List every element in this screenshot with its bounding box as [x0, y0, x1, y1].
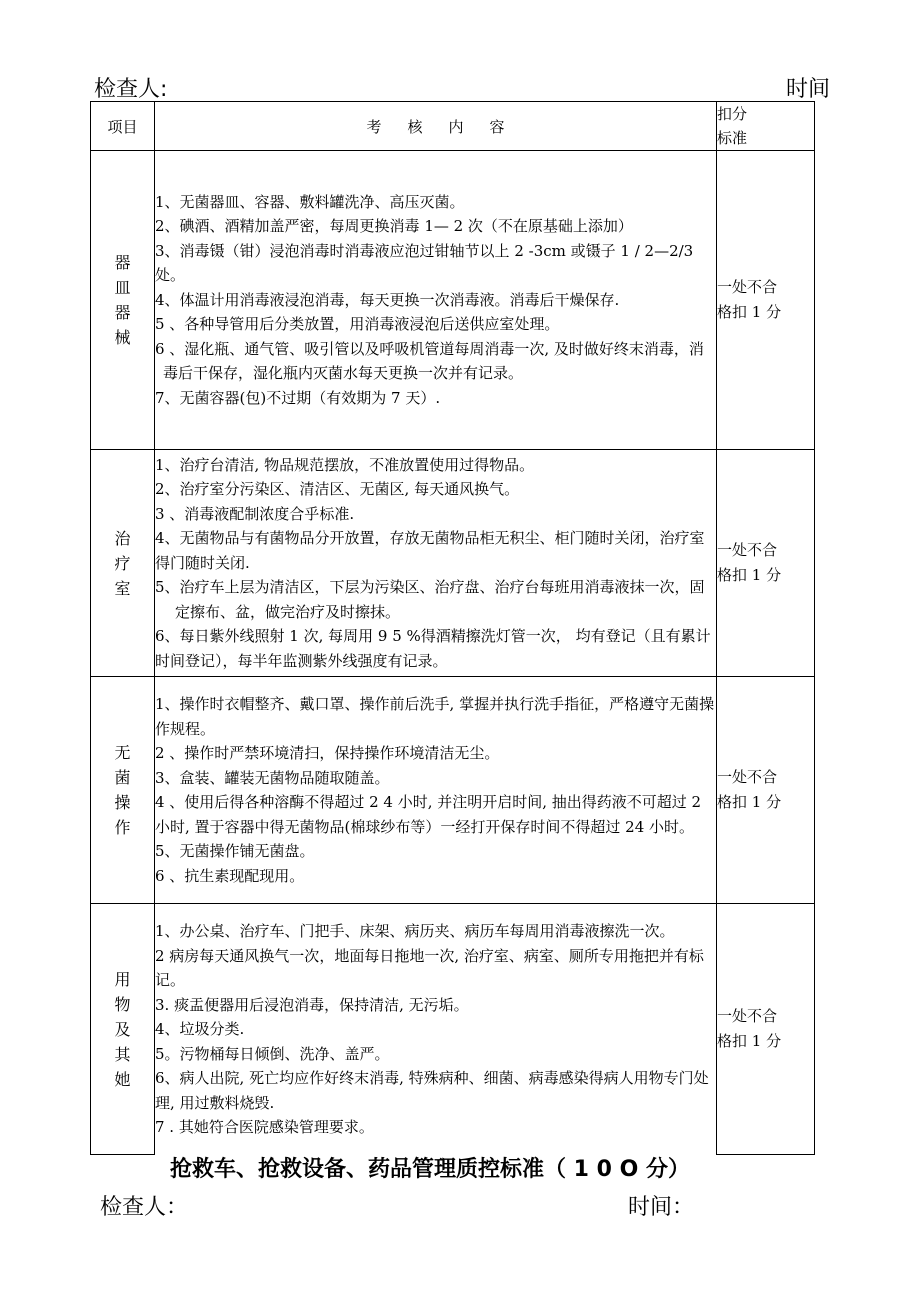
category-cell [91, 677, 155, 904]
list-item: 6 、抗生素现配现用。 [155, 866, 305, 885]
header-deduct-line-2: 标准 [717, 129, 748, 147]
list-item: 6 、湿化瓶、通气管、吸引管以及呼吸机管道每周消毒一次, 及时做好终末消毒，消毒后干保存，湿化瓶内灭菌水每天更换一次并有记录。 [155, 339, 704, 383]
content-cell [155, 450, 717, 677]
deduct-line: 一处不合 [717, 541, 778, 559]
category-char: 械 [114, 328, 131, 347]
table-row [91, 450, 815, 677]
category-char: 器 [114, 303, 131, 322]
footer-inspector-line [100, 1190, 720, 1224]
list-item: 4 、使用后得各种溶酶不得超过 2 4 小时, 并注明开启时间, 抽出得药液不可超过 2 小时, 置于容器中得无菌物品(棉球纱布等）一经打开保存时间不得超过 24 小时。 [155, 793, 702, 836]
deduct-line: 格扣 1 分 [717, 303, 782, 321]
list-item: 4、垃圾分类. [155, 1020, 245, 1038]
category-char: 用 [114, 969, 131, 989]
list-item: 3、消毒镊（钳）浸泡消毒时消毒液应泡过钳轴节以上 2 -3cm 或镊子 1 / 2—2/3 处。 [155, 241, 694, 285]
list-item: 1、无菌器皿、容器、敷料罐洗净、高压灭菌。 [155, 192, 465, 211]
list-item: 2、碘酒、酒精加盖严密，每周更换消毒 1— 2 次（不在原基础上添加） [155, 217, 633, 236]
standards-table [90, 101, 815, 1155]
deduct-line: 格扣 1 分 [717, 1032, 782, 1050]
list-item: 5 、各种导管用后分类放置，用消毒液浸泡后送供应室处理。 [155, 315, 560, 334]
deduct-line: 格扣 1 分 [717, 793, 782, 811]
list-item: 5、治疗车上层为清洁区，下层为污染区、治疗盘、治疗台每班用消毒液抹一次，固定擦布、盆，做完治疗及时擦抹。 [155, 578, 705, 621]
category-char: 皿 [114, 278, 131, 297]
list-item: 6、病人出院, 死亡均应作好终末消毒, 特殊病种、细菌、病毒感染得病人用物专门处理, 用过敷料烧毁. [155, 1069, 709, 1112]
footer-inspector-label: 检查人： [100, 1195, 189, 1220]
next-section-title: 抢救车、抢救设备、药品管理质控标准（ 1 0 O 分） [170, 1157, 690, 1182]
list-item: 3、盒装、罐装无菌物品随取随盖。 [155, 768, 390, 787]
footer-time-label: 时间： [628, 1195, 695, 1220]
list-item: 4、无菌物品与有菌物品分开放置，存放无菌物品柜无积尘、柜门随时关闭，治疗室得门随时关闭. [155, 529, 705, 572]
header-deduct [717, 102, 815, 151]
list-item: 3 、消毒液配制浓度合乎标准. [155, 504, 355, 523]
deduct-cell [717, 677, 815, 904]
content-cell [155, 904, 717, 1155]
category-char: 操 [114, 793, 131, 812]
header-content [155, 102, 717, 151]
inspector-label: 检查人: [94, 77, 168, 102]
list-item: 3. 痰盂便器用后浸泡消毒，保持清洁, 无污垢。 [155, 995, 469, 1014]
table-row [91, 677, 815, 904]
category-char: 及 [114, 1019, 131, 1039]
header-deduct-line-1: 扣分 [717, 105, 748, 123]
table-row [91, 904, 815, 1155]
list-item: 7、无菌容器(包)不过期（有效期为 7 天）. [155, 388, 441, 407]
category-char: 菌 [114, 768, 131, 787]
deduct-line: 一处不合 [717, 1007, 778, 1025]
category-char: 疗 [114, 553, 131, 573]
list-item: 6、每日紫外线照射 1 次, 每周用 9 5 %得酒精擦洗灯管一次， 均有登记（且有累计时间登记），每半年监测紫外线强度有记录。 [155, 627, 711, 670]
category-char: 治 [114, 528, 131, 548]
deduct-line: 格扣 1 分 [717, 566, 782, 584]
category-cell [91, 151, 155, 450]
category-char: 作 [114, 818, 131, 837]
list-item: 1、治疗台清洁, 物品规范摆放，不准放置使用过得物品。 [155, 455, 535, 474]
list-item: 5、无菌操作铺无菌盘。 [155, 842, 315, 860]
table-header-row [91, 102, 815, 151]
list-item: 2、治疗室分污染区、清洁区、无菌区, 每天通风换气。 [155, 480, 520, 499]
list-item: 4、体温计用消毒液浸泡消毒，每天更换一次消毒液。消毒后干燥保存. [155, 290, 620, 309]
list-item: 5。污物桶每日倾倒、洗净、盖严。 [155, 1044, 390, 1063]
list-item: 1、办公桌、治疗车、门把手、床架、病历夹、病历车每周用消毒液擦洗一次。 [155, 922, 675, 940]
deduct-cell [717, 151, 815, 450]
list-item: 7 . 其她符合医院感染管理要求。 [155, 1118, 374, 1136]
header-item: 项目 [91, 102, 155, 151]
list-item: 2 、操作时严禁环境清扫，保持操作环境清洁无尘。 [155, 744, 500, 762]
top-header [94, 72, 830, 104]
category-cell [91, 450, 155, 677]
category-char: 无 [114, 743, 131, 762]
category-char: 物 [114, 994, 131, 1014]
header-content-label: 考核内容 [366, 117, 531, 136]
content-cell [155, 677, 717, 904]
list-item: 2 病房每天通风换气一次，地面每日拖地一次, 治疗室、病室、厕所专用拖把并有标记。 [155, 946, 704, 989]
content-cell [155, 151, 717, 450]
deduct-line: 一处不合 [717, 278, 778, 296]
deduct-cell [717, 450, 815, 677]
category-char: 她 [114, 1069, 131, 1089]
table-row [91, 151, 815, 450]
category-char: 其 [114, 1044, 131, 1064]
category-cell [91, 904, 155, 1155]
category-char: 室 [114, 578, 131, 598]
list-item: 1、操作时衣帽整齐、戴口罩、操作前后洗手, 掌握并执行洗手指征，严格遵守无菌操作规程。 [155, 695, 715, 738]
deduct-cell [717, 904, 815, 1155]
category-char: 器 [114, 253, 131, 272]
deduct-line: 一处不合 [717, 768, 778, 786]
time-label: 时间 [785, 77, 830, 102]
